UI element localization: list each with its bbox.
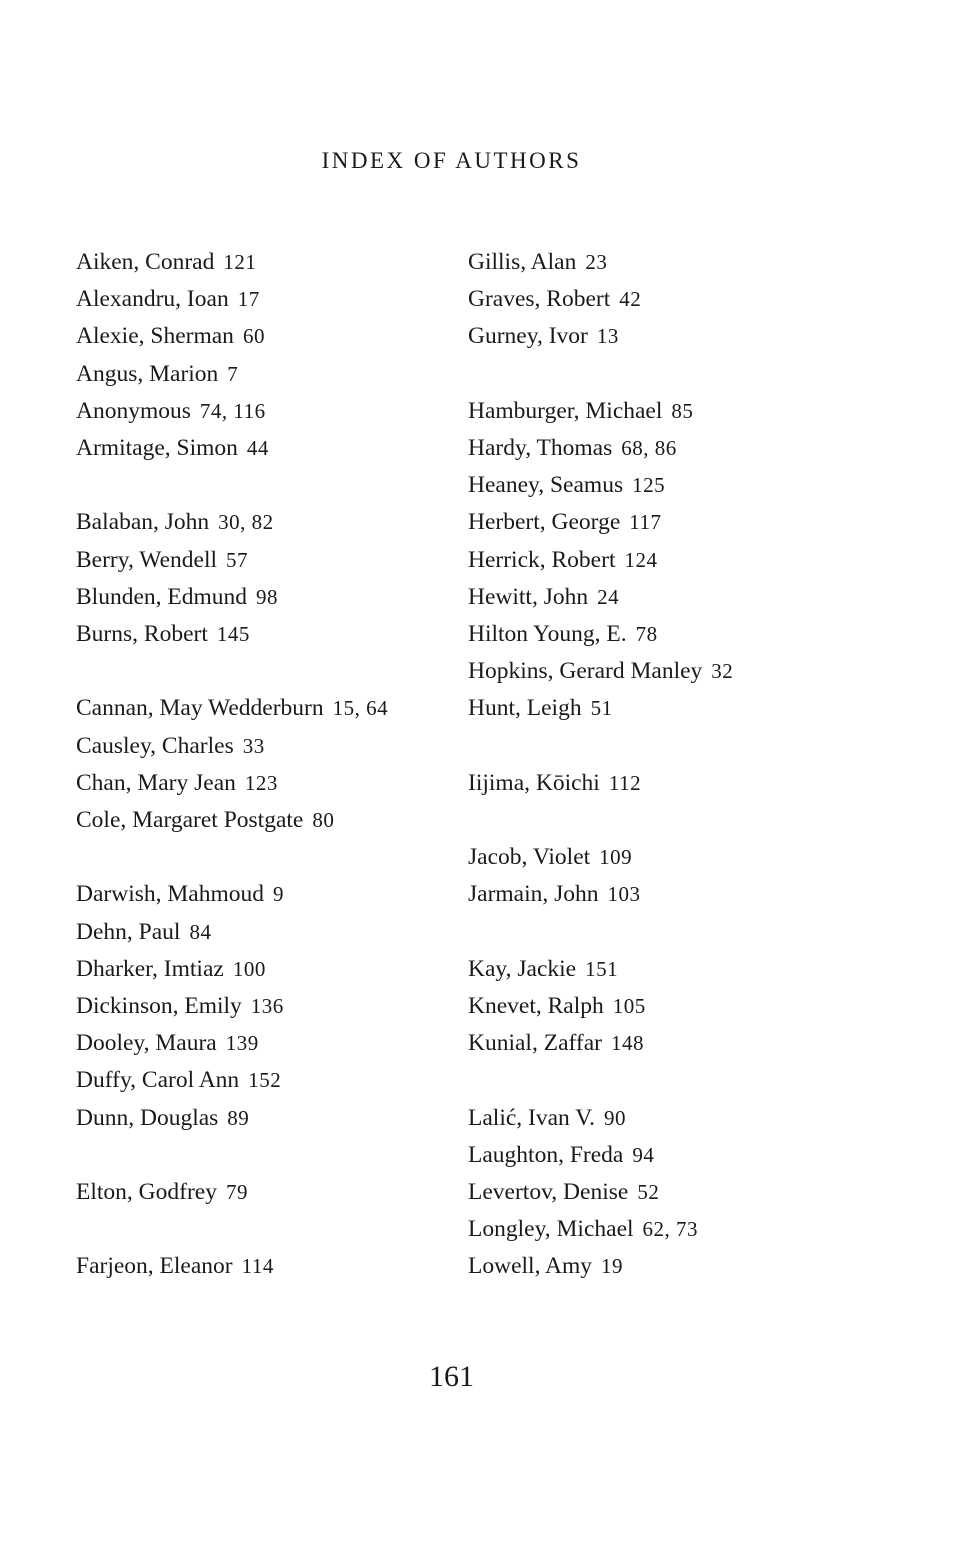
page-references: 112 bbox=[608, 770, 642, 795]
author-name: Chan, Mary Jean bbox=[76, 769, 236, 796]
page-references: 52 bbox=[637, 1180, 660, 1204]
index-entry bbox=[76, 318, 388, 355]
author-name: Heaney, Seamus bbox=[468, 472, 624, 499]
index-letter-group bbox=[76, 244, 388, 467]
author-name: Dunn, Douglas bbox=[76, 1104, 219, 1131]
page-references: 60 bbox=[242, 324, 265, 349]
page-references: 62, 73 bbox=[642, 1217, 699, 1242]
page-references: 94 bbox=[632, 1142, 655, 1167]
author-name: Lalić, Ivan V. bbox=[468, 1104, 596, 1131]
page-references: 89 bbox=[227, 1105, 250, 1130]
index-entry bbox=[76, 504, 388, 541]
author-name: Alexandru, Ioan bbox=[76, 286, 229, 313]
index-entry bbox=[468, 839, 733, 876]
author-name: Laughton, Freda bbox=[468, 1141, 624, 1168]
index-entry bbox=[76, 281, 388, 318]
page-references: 68, 86 bbox=[621, 436, 677, 460]
index-entry bbox=[76, 728, 388, 765]
author-name: Cannan, May Wedderburn bbox=[76, 695, 324, 722]
index-entry bbox=[76, 690, 388, 727]
index-entry bbox=[468, 616, 733, 653]
index-entry bbox=[468, 542, 733, 579]
page-references: 13 bbox=[596, 324, 619, 349]
author-name: Gillis, Alan bbox=[468, 249, 577, 275]
index-letter-group bbox=[468, 765, 733, 802]
index-entry bbox=[468, 318, 733, 355]
author-name: Jarmain, John bbox=[468, 881, 599, 908]
index-entry bbox=[76, 616, 388, 653]
page-references: 121 bbox=[223, 250, 257, 274]
author-name: Anonymous bbox=[76, 397, 191, 424]
author-name: Graves, Robert bbox=[468, 286, 611, 313]
page-references: 109 bbox=[599, 845, 633, 870]
index-letter-group bbox=[468, 393, 733, 728]
index-entry bbox=[76, 1100, 388, 1137]
page-references: 105 bbox=[612, 994, 646, 1018]
index-entry bbox=[468, 281, 733, 318]
author-name: Dooley, Maura bbox=[76, 1030, 217, 1057]
page-references: 44 bbox=[246, 436, 269, 461]
page-references: 80 bbox=[312, 808, 335, 833]
author-name: Aiken, Conrad bbox=[76, 249, 215, 275]
index-entry bbox=[468, 1174, 733, 1211]
author-name: Farjeon, Eleanor bbox=[76, 1253, 233, 1280]
index-entry bbox=[76, 765, 388, 802]
author-name: Armitage, Simon bbox=[76, 435, 238, 462]
author-name: Dehn, Paul bbox=[76, 918, 181, 945]
index-entry bbox=[76, 430, 388, 467]
index-entry bbox=[76, 356, 388, 393]
page-references: 100 bbox=[232, 956, 266, 981]
author-name: Kunial, Zaffar bbox=[468, 1030, 602, 1057]
index-entry bbox=[76, 914, 388, 951]
page-references: 90 bbox=[604, 1105, 627, 1130]
author-name: Hardy, Thomas bbox=[468, 435, 613, 461]
page-references: 139 bbox=[225, 1031, 259, 1056]
author-name: Hunt, Leigh bbox=[468, 695, 582, 722]
author-name: Iijima, Kōichi bbox=[468, 769, 600, 796]
page-title: INDEX OF AUTHORS bbox=[321, 148, 582, 173]
page-references: 114 bbox=[241, 1254, 274, 1279]
page-references: 78 bbox=[635, 622, 658, 647]
index-entry bbox=[468, 579, 733, 616]
author-name: Cole, Margaret Postgate bbox=[76, 807, 304, 834]
author-name: Berry, Wendell bbox=[76, 546, 218, 573]
page-references: 79 bbox=[225, 1180, 248, 1205]
index-entry bbox=[468, 690, 733, 727]
index-entry bbox=[76, 951, 388, 988]
page-references: 152 bbox=[248, 1068, 282, 1093]
index-letter-group bbox=[468, 839, 733, 913]
author-name: Alexie, Sherman bbox=[76, 323, 234, 350]
index-entry bbox=[76, 1174, 388, 1211]
index-entry bbox=[468, 393, 733, 430]
author-name: Levertov, Denise bbox=[468, 1179, 629, 1205]
index-entry bbox=[468, 244, 733, 281]
page-references: 123 bbox=[244, 770, 278, 795]
index-entry bbox=[468, 653, 733, 690]
page-references: 136 bbox=[250, 994, 284, 1019]
page-number: 161 bbox=[429, 1360, 474, 1393]
page-references: 145 bbox=[216, 622, 250, 647]
index-entry bbox=[76, 393, 388, 430]
index-entry bbox=[468, 876, 733, 913]
page-references: 124 bbox=[624, 547, 658, 572]
author-name: Burns, Robert bbox=[76, 621, 208, 648]
index-column-left bbox=[76, 244, 388, 1323]
index-entry bbox=[468, 1100, 733, 1137]
page-references: 148 bbox=[610, 1031, 644, 1056]
author-name: Darwish, Mahmoud bbox=[76, 881, 264, 908]
index-entry bbox=[76, 1062, 388, 1099]
author-name: Kay, Jackie bbox=[468, 955, 577, 982]
page-references: 98 bbox=[256, 584, 279, 609]
page-references: 33 bbox=[242, 733, 265, 758]
page-references: 7 bbox=[227, 361, 239, 386]
index-letter-group bbox=[76, 1248, 388, 1285]
author-name: Jacob, Violet bbox=[468, 844, 591, 871]
index-entry bbox=[76, 579, 388, 616]
page-references: 117 bbox=[629, 510, 662, 535]
page-references: 24 bbox=[597, 584, 620, 609]
page-references: 74, 116 bbox=[199, 398, 266, 423]
index-entry bbox=[468, 504, 733, 541]
author-name: Longley, Michael bbox=[468, 1216, 634, 1243]
author-name: Hewitt, John bbox=[468, 583, 589, 610]
author-name: Herrick, Robert bbox=[468, 546, 616, 573]
index-letter-group bbox=[76, 876, 388, 1136]
author-name: Causley, Charles bbox=[76, 732, 234, 759]
page-references: 57 bbox=[226, 547, 249, 572]
page-references: 85 bbox=[671, 398, 694, 423]
author-name: Balaban, John bbox=[76, 509, 210, 536]
page-references: 15, 64 bbox=[332, 696, 389, 721]
index-entry bbox=[468, 430, 733, 467]
index-letter-group bbox=[76, 1174, 388, 1211]
index-entry bbox=[76, 1248, 388, 1285]
page-references: 84 bbox=[189, 919, 212, 944]
index-entry bbox=[468, 951, 733, 988]
index-letter-group bbox=[468, 244, 733, 356]
index-entry bbox=[468, 988, 733, 1025]
page-references: 32 bbox=[711, 659, 734, 684]
author-name: Blunden, Edmund bbox=[76, 583, 248, 610]
index-entry bbox=[76, 876, 388, 913]
page-references: 51 bbox=[590, 696, 613, 721]
index-entry bbox=[76, 988, 388, 1025]
index-entry bbox=[468, 1137, 733, 1174]
author-name: Hamburger, Michael bbox=[468, 397, 663, 424]
author-name: Knevet, Ralph bbox=[468, 993, 604, 1019]
index-entry bbox=[468, 1248, 733, 1285]
author-name: Hilton Young, E. bbox=[468, 621, 627, 648]
author-name: Elton, Godfrey bbox=[76, 1179, 217, 1206]
author-name: Duffy, Carol Ann bbox=[76, 1067, 240, 1094]
index-entry bbox=[468, 467, 733, 504]
page-references: 19 bbox=[601, 1254, 624, 1279]
author-name: Dickinson, Emily bbox=[76, 993, 242, 1020]
page-references: 125 bbox=[632, 473, 666, 498]
index-entry bbox=[468, 765, 733, 802]
page-references: 42 bbox=[619, 287, 642, 312]
author-name: Lowell, Amy bbox=[468, 1253, 593, 1280]
page-references: 23 bbox=[585, 250, 608, 274]
page-references: 9 bbox=[272, 882, 284, 907]
author-name: Angus, Marion bbox=[76, 360, 219, 387]
index-entry bbox=[76, 802, 388, 839]
page-references: 17 bbox=[237, 287, 260, 312]
page-references: 151 bbox=[585, 956, 619, 981]
page-references: 30, 82 bbox=[218, 510, 274, 535]
index-entry bbox=[76, 542, 388, 579]
index-entry bbox=[76, 244, 388, 281]
index-letter-group bbox=[468, 951, 733, 1063]
author-name: Dharker, Imtiaz bbox=[76, 955, 224, 982]
author-name: Herbert, George bbox=[468, 509, 621, 536]
index-letter-group bbox=[468, 1100, 733, 1286]
index-letter-group bbox=[76, 690, 388, 839]
index-entry bbox=[468, 1211, 733, 1248]
index-column-right bbox=[468, 244, 733, 1323]
author-name: Hopkins, Gerard Manley bbox=[468, 658, 703, 685]
author-name: Gurney, Ivor bbox=[468, 323, 588, 350]
index-entry bbox=[76, 1025, 388, 1062]
index-entry bbox=[468, 1025, 733, 1062]
page-references: 103 bbox=[607, 882, 641, 907]
index-letter-group bbox=[76, 504, 388, 653]
